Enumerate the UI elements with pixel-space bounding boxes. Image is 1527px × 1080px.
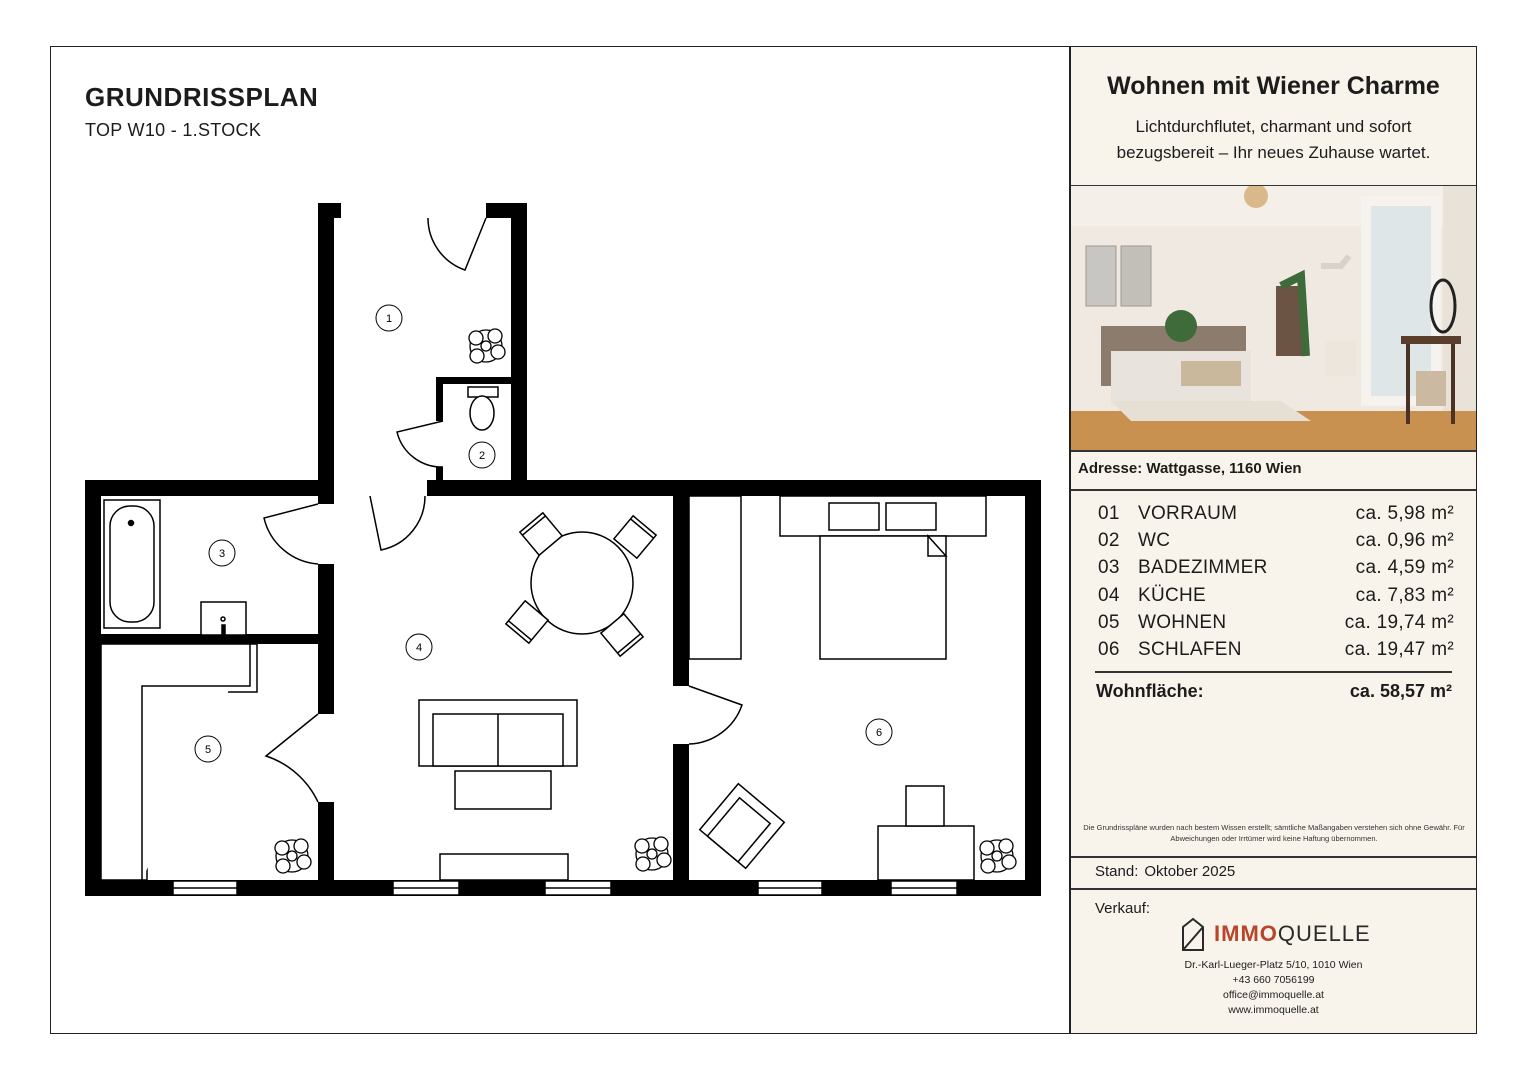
bedroom-photo: [1071, 186, 1476, 450]
plan-title: GRUNDRISSPLAN: [85, 82, 319, 112]
room-marker-3: 3: [218, 548, 226, 560]
total-label: Wohnfläche:: [1096, 681, 1204, 701]
contact-phone: +43 660 7056199: [1232, 974, 1315, 986]
disclaimer: Die Grundrisspläne wurden nach bestem Wissen erstellt; sämtliche Maßangaben verstehen sich ohne Gewähr. Für Abweichungen oder Irrtümer wird keine Haftung übernommen.: [1083, 823, 1465, 843]
room-name: KÜCHE: [1138, 584, 1207, 606]
room-number: 05: [1098, 611, 1120, 633]
address: Adresse: Wattgasse, 1160 Wien: [1078, 460, 1302, 477]
room-number: 06: [1098, 639, 1120, 661]
total-value: ca. 58,57 m²: [1349, 681, 1452, 701]
contact-email[interactable]: office@immoquelle.at: [1223, 989, 1324, 1001]
room-name: WOHNEN: [1138, 611, 1227, 633]
contact-block: [1071, 958, 1476, 1018]
contact-website[interactable]: www.immoquelle.at: [1228, 1004, 1319, 1016]
room-area: ca. 19,47 m²: [1344, 639, 1454, 661]
room-area: ca. 4,59 m²: [1355, 557, 1454, 579]
room-row: [1098, 555, 1454, 582]
plan-subtitle: TOP W10 - 1.STOCK: [85, 120, 262, 140]
total-divider: [1095, 671, 1452, 673]
room-marker-2: 2: [478, 450, 486, 462]
room-row: [1098, 582, 1454, 609]
room-number: 04: [1098, 584, 1120, 606]
room-number: 02: [1098, 529, 1120, 551]
contact-address: Dr.-Karl-Lueger-Platz 5/10, 1010 Wien: [1184, 959, 1363, 971]
room-row: [1098, 636, 1454, 663]
stand-date: [1095, 863, 1241, 880]
panel-subtitle-line1: Lichtdurchflutet, charmant und sofort: [1135, 117, 1412, 136]
room-marker-5: 5: [204, 744, 212, 756]
immoquelle-logo: [1180, 916, 1371, 952]
room-area: ca. 5,98 m²: [1355, 502, 1454, 524]
room-marker-1: 1: [385, 313, 393, 325]
room-name: WC: [1138, 529, 1171, 551]
divider-line: [1071, 489, 1476, 491]
divider-line: [1071, 888, 1476, 890]
room-name: SCHLAFEN: [1138, 639, 1242, 661]
verkauf-label: Verkauf:: [1095, 900, 1151, 917]
room-number: 01: [1098, 502, 1120, 524]
room-area: ca. 19,74 m²: [1344, 611, 1454, 633]
logo-wordmark: IMMOQUELLE: [1214, 921, 1371, 946]
stand-value: Oktober 2025: [1144, 863, 1236, 880]
room-name: VORRAUM: [1138, 502, 1238, 524]
room-name: BADEZIMMER: [1138, 557, 1268, 579]
room-row: [1098, 500, 1454, 527]
stand-label: Stand:: [1095, 863, 1139, 880]
divider-line: [1071, 856, 1476, 858]
panel-subtitle: [1090, 114, 1457, 166]
room-number: 03: [1098, 557, 1120, 579]
panel-title: Wohnen mit Wiener Charme: [1107, 72, 1440, 100]
total-area-row: [1096, 681, 1452, 702]
divider-line: [1071, 450, 1476, 452]
room-row: [1098, 609, 1454, 636]
room-area: ca. 7,83 m²: [1355, 584, 1454, 606]
room-marker-6: 6: [875, 727, 883, 739]
house-logo-icon: [1180, 917, 1206, 951]
room-row: [1098, 527, 1454, 554]
room-marker-4: 4: [415, 642, 423, 654]
furniture: [101, 387, 986, 880]
panel-subtitle-line2: bezugsbereit – Ihr neues Zuhause wartet.: [1116, 143, 1431, 162]
room-list: [1098, 500, 1454, 664]
room-area: ca. 0,96 m²: [1355, 529, 1454, 551]
